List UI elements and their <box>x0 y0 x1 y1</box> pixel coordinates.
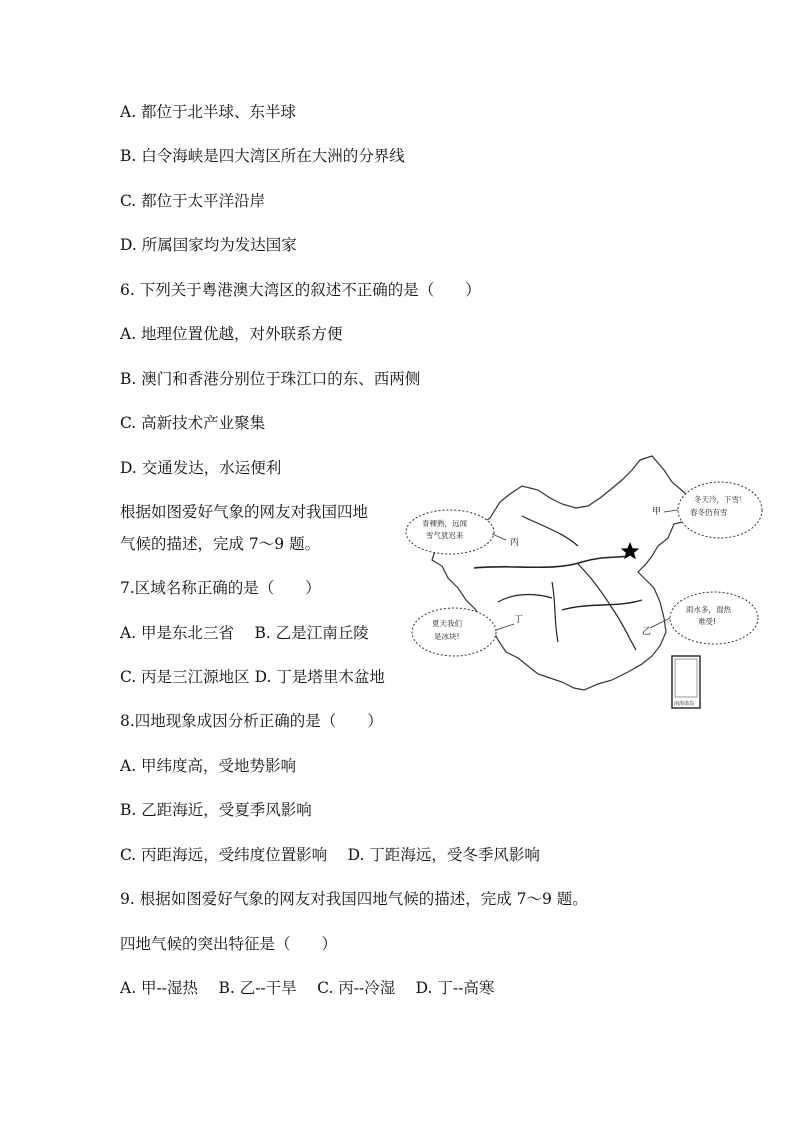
q6-option-d: D. 交通发达，水运便利 <box>120 459 282 477</box>
qinling-line <box>474 556 628 568</box>
q5-option-d: D. 所属国家均为发达国家 <box>120 236 297 254</box>
q6-option-c: C. 高新技术产业聚集 <box>120 414 266 432</box>
inset-label: 南海诸岛 <box>674 701 695 707</box>
region-line-3 <box>552 582 558 642</box>
svg-text:冬天冷，下雪！: 冬天冷，下雪！ <box>694 495 747 504</box>
pointer-ding <box>496 624 514 630</box>
china-outline <box>432 456 692 690</box>
q8-stem: 8.四地现象成因分析正确的是（ ） <box>120 712 383 730</box>
q9-options: A. 甲--湿热 B. 乙--干旱 C. 丙--冷湿 D. 丁--高寒 <box>120 979 495 997</box>
svg-text:是冰块!: 是冰块! <box>434 632 460 641</box>
svg-text:夏天我们: 夏天我们 <box>432 619 462 628</box>
region-line-1 <box>522 516 578 546</box>
label-yi: 乙 <box>642 627 652 637</box>
pointer-yi <box>650 618 670 628</box>
q9-stem: 9. 根据如图爱好气象的网友对我国四地气候的描述，完成 7～9 题。 <box>120 890 588 908</box>
q8-option-a: A. 甲纬度高，受地势影响 <box>120 757 297 775</box>
label-ding: 丁 <box>514 615 524 625</box>
pointer-bing <box>492 534 506 540</box>
q5-option-a: A. 都位于北半球、东半球 <box>120 103 297 121</box>
q9-stem-2: 四地气候的突出特征是（ ） <box>120 935 338 953</box>
q8-options-cd: C. 丙距海远，受纬度位置影响 D. 丁距海远，受冬季风影响 <box>120 846 540 864</box>
svg-text:青稞熟，远闻: 青稞熟，远闻 <box>422 519 467 528</box>
china-climate-map <box>402 452 766 714</box>
pointer-jia <box>664 510 678 512</box>
intro-line-2: 气候的描述，完成 7～9 题。 <box>120 535 321 553</box>
huaihe-line <box>562 600 642 610</box>
q6-stem: 6. 下列关于粤港澳大湾区的叙述不正确的是（ ） <box>120 281 481 299</box>
svg-text:雪气犹迟来: 雪气犹迟来 <box>426 531 464 540</box>
svg-text:春冬仍有雪: 春冬仍有雪 <box>690 508 728 517</box>
q7-options-cd: C. 丙是三江源地区 D. 丁是塔里木盆地 <box>120 668 385 686</box>
intro-line-1: 根据如图爱好气象的网友对我国四地 <box>120 503 369 521</box>
q7-options-ab: A. 甲是东北三省 B. 乙是江南丘陵 <box>120 624 369 642</box>
q7-stem: 7.区域名称正确的是（ ） <box>120 579 321 597</box>
q8-option-b: B. 乙距海近，受夏季风影响 <box>120 801 312 819</box>
tibet-boundary <box>498 595 552 602</box>
svg-text:难受!: 难受! <box>698 617 717 626</box>
label-jia: 甲 <box>652 507 662 517</box>
q6-option-a: A. 地理位置优越，对外联系方便 <box>120 325 343 343</box>
label-bing: 丙 <box>510 538 520 548</box>
q5-option-b: B. 白令海峡是四大湾区所在大洲的分界线 <box>120 147 405 165</box>
q6-option-b: B. 澳门和香港分别位于珠江口的东、西两侧 <box>120 370 421 388</box>
region-line-2 <box>578 564 636 650</box>
svg-text:雨水多，湿热: 雨水多，湿热 <box>686 605 731 614</box>
q5-option-c: C. 都位于太平洋沿岸 <box>120 192 266 210</box>
